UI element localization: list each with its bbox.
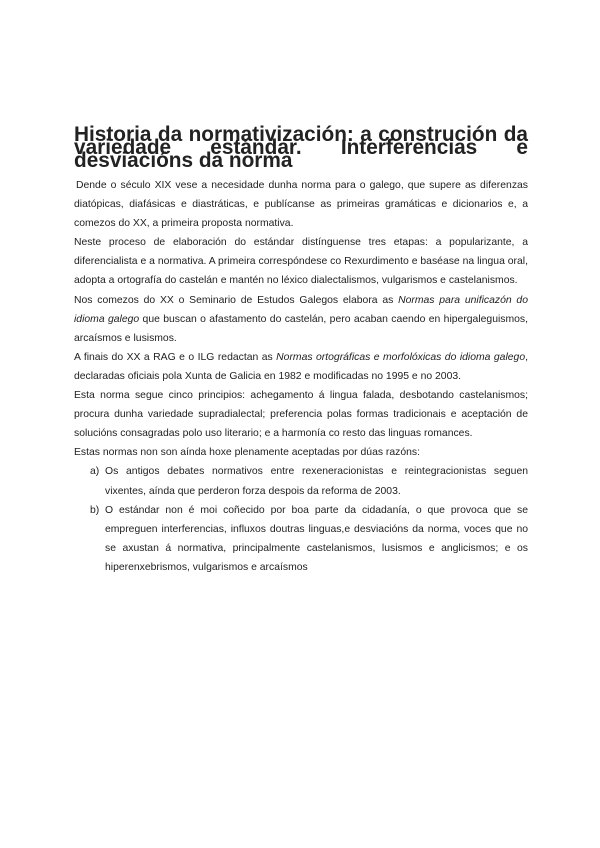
paragraph-principles: Esta norma segue cinco principios: achegamento á lingua falada, desbotando castelanismos; procura dunha variedade supradialectal; preferencia polas formas tradicionais e aceptación de solucións consagradas polo uso literario; e a harmonía co resto das linguas romances. <box>74 390 528 440</box>
list-marker: a) <box>90 466 100 478</box>
list-item-text: Os antigos debates normativos entre rexeneracionistas e reintegracionistas seguen vixentes, aínda que perderon forza despois da reforma de 2003. <box>105 466 528 497</box>
paragraph-rag-ilg <box>74 348 528 386</box>
paragraph-rag-ilg-text-end: , declaradas oficiais pola Xunta de Galicia en 1982 e modificadas no 1995 e no 2003. <box>74 351 528 382</box>
normas-unificazon-title: Normas para unificazón do idioma galego <box>74 294 528 325</box>
paragraph-reasons-intro: Estas normas non son aínda hoxe plenamente aceptadas por dúas razóns: <box>74 447 421 459</box>
list-item-text: O estándar non é moi coñecido por boa parte da cidadanía, o que provoca que se empreguen interferencias, influxos doutras linguas,e desviacións da norma, voces que no se axustan á normativa, principalmente castelanismos, lusismos e anglicismos; e os hiperenxebrismos, vulgarismos e arcaísmos <box>105 504 528 573</box>
normas-ortograficas-title: Normas ortográficas e morfolóxicas do idioma galego <box>276 351 526 363</box>
document-page <box>74 123 528 577</box>
list-item <box>74 462 528 500</box>
paragraph-intro: Dende o século XIX vese a necesidade dunha norma para o galego, que supere as diferenzas diatópicas, diafásicas e diastráticas, e publícanse as primeiras gramáticas e dicionarios e, a comezos do XX, a primeira proposta normativa. <box>74 180 528 230</box>
paragraph-seminario-text-start: Nos comezos do XX o Seminario de Estudos Galegos elabora as <box>74 294 399 306</box>
list-item <box>74 501 528 577</box>
paragraph-stages: Neste proceso de elaboración do estándar distínguense tres etapas: a popularizante, a diferencialista e a normativa. A primeira correspóndese co Rexurdimento e baséase na lingua oral, adopta a ortografía do castelán e mantén no léxico dialectalismos, vulgarismos e castelanismos. <box>74 237 528 287</box>
document-title: Historia da normativización: a construción da variedade estándar. Interferencias e desviacións da norma <box>74 123 528 172</box>
paragraph-rag-ilg-text-start: A finais do XX a RAG e o ILG redactan as <box>74 351 277 363</box>
reasons-list <box>74 462 528 577</box>
list-marker: b) <box>90 504 100 516</box>
paragraph-seminario <box>74 291 528 348</box>
paragraph-seminario-text-end: que buscan o afastamento do castelán, pero acaban caendo en hipergaleguismos, arcaísmos e lusismos. <box>74 313 528 344</box>
